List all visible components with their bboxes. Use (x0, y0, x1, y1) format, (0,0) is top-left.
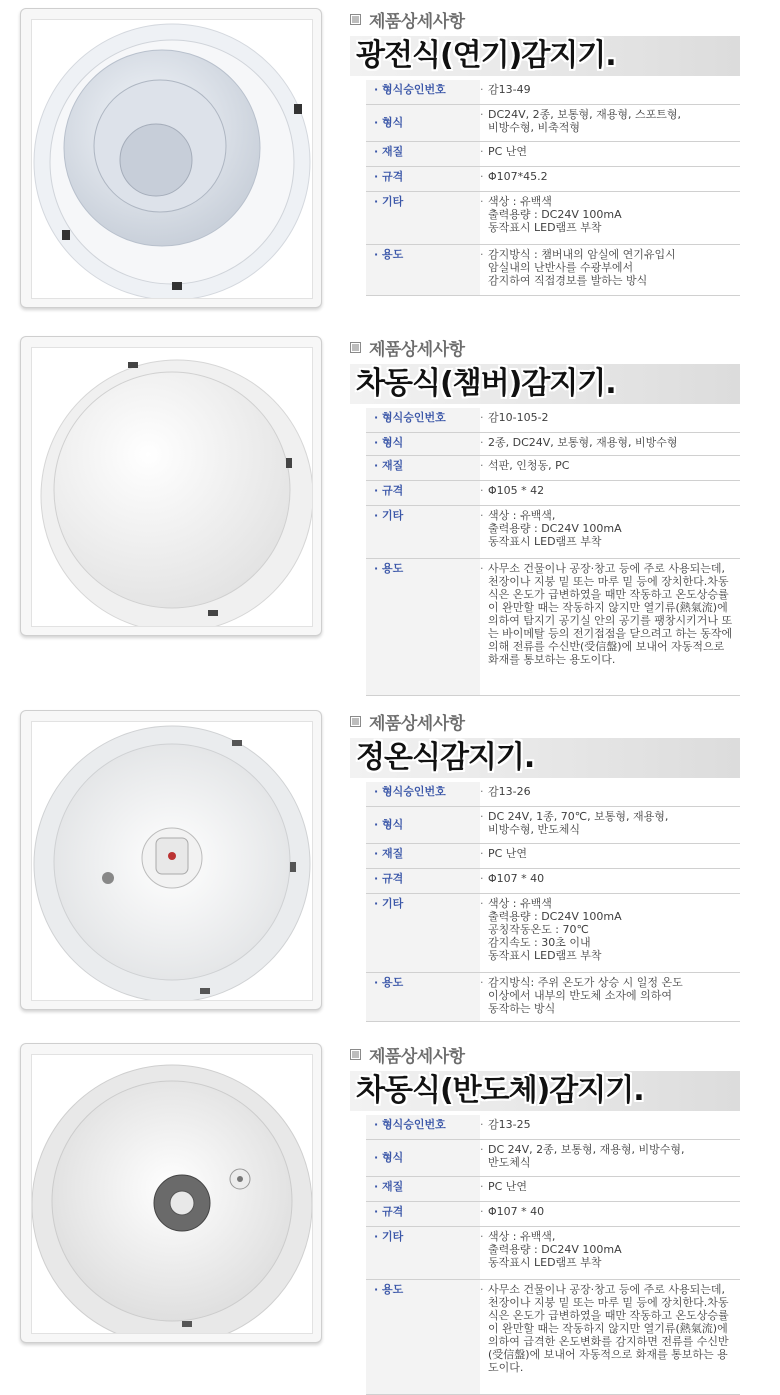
spec-row-usage (366, 559, 740, 696)
square-bullet-icon (350, 14, 361, 25)
spec-label: · 형식승인번호 (366, 1115, 480, 1139)
spec-label: · 기타 (366, 1227, 480, 1279)
spec-label: · 규격 (366, 869, 480, 893)
square-bullet-icon (350, 1049, 361, 1060)
spec-table (366, 408, 740, 696)
section-header (350, 8, 465, 30)
spec-label: · 기타 (366, 192, 480, 244)
spec-value: · DC 24V, 2종, 보통형, 재용형, 비방수형, 반도체식 (480, 1140, 740, 1176)
product-name-banner (350, 1071, 740, 1111)
spec-label: · 규격 (366, 1202, 480, 1226)
spec-row-approval (366, 80, 740, 105)
spec-label: · 형식 (366, 1140, 480, 1176)
spec-label: · 용도 (366, 973, 480, 1021)
section-header (350, 1043, 465, 1065)
product-photo-frame (20, 336, 322, 636)
spec-label: · 용도 (366, 559, 480, 695)
product-photo-frame (20, 710, 322, 1010)
spec-row-other (366, 506, 740, 559)
spec-value: · Φ105 * 42 (480, 481, 740, 505)
spec-row-type (366, 433, 740, 456)
spec-row-approval (366, 408, 740, 433)
section-title: 제품상세사항 (369, 339, 465, 360)
spec-row-material (366, 142, 740, 167)
spec-row-other (366, 894, 740, 973)
product-name: 차동식(반도체)감지기. (356, 1073, 644, 1108)
square-bullet-icon (350, 716, 361, 727)
spec-label: · 형식승인번호 (366, 408, 480, 432)
section-title: 제품상세사항 (369, 713, 465, 734)
spec-row-type (366, 1140, 740, 1177)
product-photo (31, 1054, 313, 1334)
spec-label: · 형식 (366, 807, 480, 843)
spec-value: · 2종, DC24V, 보통형, 재용형, 비방수형 (480, 433, 740, 455)
spec-row-other (366, 1227, 740, 1280)
section-title: 제품상세사항 (369, 11, 465, 32)
spec-value: · DC 24V, 1종, 70℃, 보통형, 재용형, 비방수형, 반도체식 (480, 807, 740, 843)
spec-row-spec (366, 167, 740, 192)
spec-value: · 감13-26 (480, 782, 740, 806)
spec-table (366, 80, 740, 296)
spec-value: · 감13-25 (480, 1115, 740, 1139)
product-photo-frame (20, 8, 322, 308)
spec-value: · Φ107 * 40 (480, 869, 740, 893)
product-photo (31, 347, 313, 627)
spec-label: · 형식승인번호 (366, 80, 480, 104)
spec-label: · 규격 (366, 481, 480, 505)
spec-label: · 재질 (366, 1177, 480, 1201)
section-header (350, 336, 465, 358)
spec-value: · 사무소 건물이나 공장·창고 등에 주로 사용되는데, 천장이나 지붕 밑 또는 마루 밑 등에 장치한다.차동식은 온도가 급변하였을 때만 작동하고 온도상승률이 완만할 때는 작동하지 않지만 열기류(熱氣流)에 의하여 급격한 온도변화를 감지하면 전류를 수신반(受信盤)에 보내어 자동적으로 화재를 통보하는 용도이다. (480, 1280, 740, 1394)
spec-label: · 재질 (366, 142, 480, 166)
spec-row-approval (366, 1115, 740, 1140)
spec-label: · 형식 (366, 433, 480, 455)
spec-row-material (366, 456, 740, 481)
spec-label: · 규격 (366, 167, 480, 191)
spec-row-type (366, 807, 740, 844)
spec-row-usage (366, 1280, 740, 1395)
section-header (350, 710, 465, 732)
spec-label: · 용도 (366, 1280, 480, 1394)
spec-label: · 형식 (366, 105, 480, 141)
section-title: 제품상세사항 (369, 1046, 465, 1067)
spec-value: · 색상 : 유백색, 출력용량 : DC24V 100mA 동작표시 LED램프 부착 (480, 506, 740, 558)
product-name-banner (350, 738, 740, 778)
spec-value: · 감10-105-2 (480, 408, 740, 432)
spec-value: · 색상 : 유백색 출력용량 : DC24V 100mA 공칭작동온도 : 70℃ 감지속도 : 30초 이내 동작표시 LED램프 부착 (480, 894, 740, 972)
spec-row-material (366, 844, 740, 869)
spec-row-spec (366, 869, 740, 894)
spec-row-other (366, 192, 740, 245)
spec-label: · 기타 (366, 894, 480, 972)
product-name-banner (350, 36, 740, 76)
spec-value: · 색상 : 유백색 출력용량 : DC24V 100mA 동작표시 LED램프 부착 (480, 192, 740, 244)
spec-value: · 감13-49 (480, 80, 740, 104)
spec-value: · 감지방식: 주위 온도가 상승 시 일정 온도 이상에서 내부의 반도체 소자에 의하여 동작하는 방식 (480, 973, 740, 1021)
spec-value: · PC 난연 (480, 1177, 740, 1201)
spec-label: · 기타 (366, 506, 480, 558)
spec-value: · PC 난연 (480, 844, 740, 868)
product-name-banner (350, 364, 740, 404)
spec-value: · 석판, 인청동, PC (480, 456, 740, 480)
spec-label: · 용도 (366, 245, 480, 295)
product-name: 광전식(연기)감지기. (356, 38, 616, 73)
spec-label: · 형식승인번호 (366, 782, 480, 806)
spec-label: · 재질 (366, 844, 480, 868)
product-photo (31, 19, 313, 299)
spec-value: · 사무소 건물이나 공장·창고 등에 주로 사용되는데, 천장이나 지붕 밑 또는 마루 밑 등에 장치한다.차동식은 온도가 급변하였을 때만 작동하고 온도상승률이 완만할 때는 작동하지 않지만 열기류(熱氣流)에 의하여 탐지기 공기실 안의 공기를 팽창시키거나 또는 바이메탈 등의 전기접점을 닫으려고 하는 동작에 의해 전류를 수신반(受信盤)에 보내어 자동적으로 화재를 통보하는 용도이다. (480, 559, 740, 695)
product-photo (31, 721, 313, 1001)
spec-value: · Φ107*45.2 (480, 167, 740, 191)
product-name: 정온식감지기. (356, 740, 535, 775)
spec-value: · Φ107 * 40 (480, 1202, 740, 1226)
spec-row-spec (366, 481, 740, 506)
spec-row-type (366, 105, 740, 142)
spec-row-usage (366, 245, 740, 296)
spec-row-material (366, 1177, 740, 1202)
product-photo-frame (20, 1043, 322, 1343)
square-bullet-icon (350, 342, 361, 353)
spec-row-spec (366, 1202, 740, 1227)
spec-value: · DC24V, 2종, 보통형, 재용형, 스포트형, 비방수형, 비축적형 (480, 105, 740, 141)
product-name: 차동식(챔버)감지기. (356, 366, 616, 401)
spec-table (366, 1115, 740, 1395)
spec-row-approval (366, 782, 740, 807)
spec-table (366, 782, 740, 1022)
spec-label: · 재질 (366, 456, 480, 480)
spec-value: · 색상 : 유백색, 출력용량 : DC24V 100mA 동작표시 LED램프 부착 (480, 1227, 740, 1279)
spec-value: · PC 난연 (480, 142, 740, 166)
spec-row-usage (366, 973, 740, 1022)
spec-value: · 감지방식 : 챔버내의 암실에 연기유입시 암실내의 난반사를 수광부에서 감지하여 직접경보를 발하는 방식 (480, 245, 740, 295)
